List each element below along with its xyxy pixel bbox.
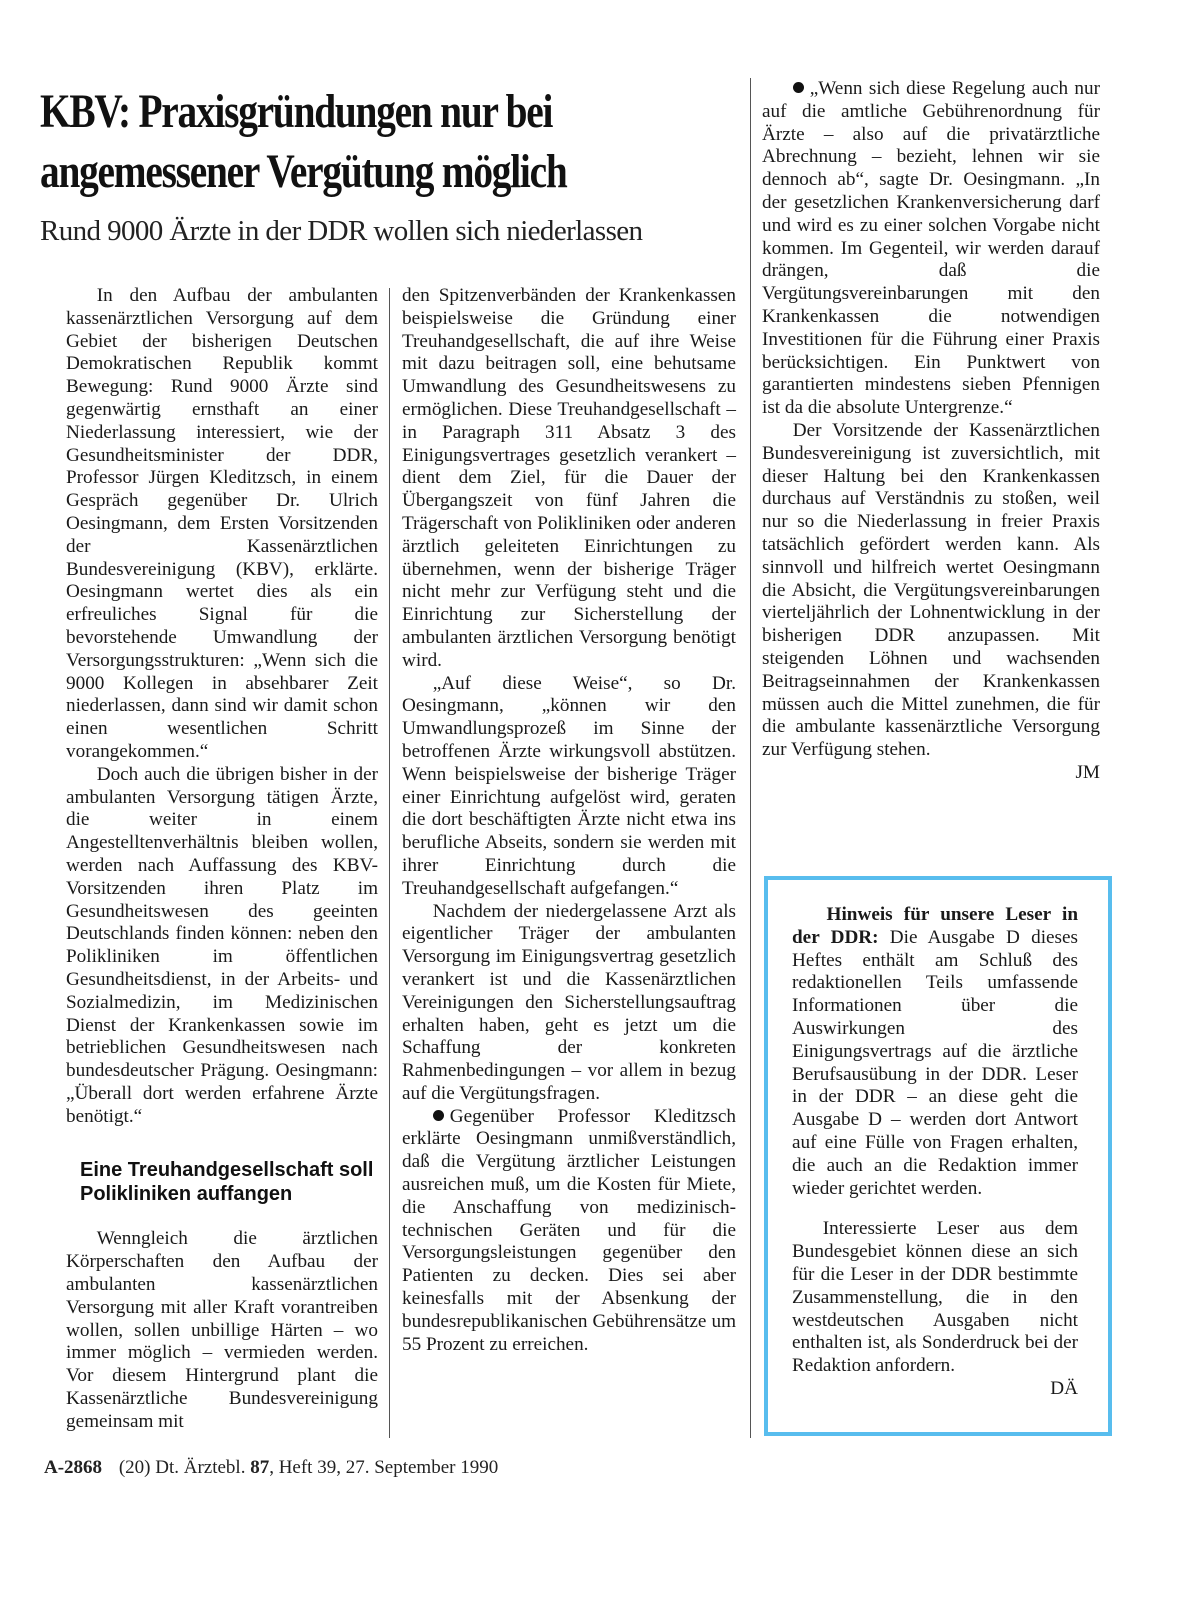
page-code: A-2868 [44,1457,103,1478]
bullet-icon [793,82,804,93]
notice-lead: Hinweis für unsere Leser in der DDR: [792,904,1078,948]
reader-notice-box [764,876,1112,1436]
notice-text: Die Ausgabe D dieses Heftes enthält am Schluß des redaktionellen Teils umfassende Informationen über die Auswirkungen des Einigungsvertrags auf die ärztliche Berufsausübung in der DDR. Leser in der DDR – an diese geht die Ausgabe D – werden dort Antwort auf eine Fülle von Fragen erhalten, die auch an die Redaktion immer wieder gerichtet werden. [792,926,1078,1199]
paragraph: Der Vorsitzende der Kassenärztlichen Bundesvereinigung ist zuversichtlich, mit dieser Haltung bei den Krankenkassen durchaus auf Verständnis zu stoßen, weil nur so die Niederlassung in freier Praxis tatsächlich gefördert werden kann. Als sinnvoll und hilfreich wertet Oesingmann die Absicht, die Vergütungsvereinbarungen vierteljährlich der Lohnentwicklung in der bisherigen DDR anzupassen. Mit steigenden Löhnen und wachsenden Beitragseinnahmen der Krankenkassen müssen auch die Mittel zunehmen, die für die ambulante kassenärztliche Versorgung zur Verfügung stehen. [762,419,1100,761]
bullet-paragraph [402,1106,736,1357]
bullet-icon [433,1110,444,1121]
journal-name: Dt. Ärztebl. [155,1457,246,1478]
article-headline: KBV: Praxisgründungen nur bei angemessener Vergütung möglich [40,85,567,198]
paragraph: In den Aufbau der ambulanten kassenärztlichen Versorgung auf dem Gebiet der bisherigen Deutschen Demokratischen Republik kommt Bewegung: Rund 9000 Ärzte sind gegenwärtig ernsthaft an einer Niederlassung interessiert, wie der Gesundheitsminister der DDR, Professor Jürgen Kleditzsch, in einem Gespräch gegenüber Dr. Ulrich Oesingmann, dem Ersten Vorsitzenden der Kassenärztlichen Bundesvereinigung (KBV), erklärte. Oesingmann wertet dies als ein erfreuliches Signal für die bevorstehende Umwandlung der Versorgungsstrukturen: „Wenn sich die 9000 Kollegen in absehbarer Zeit niederlassen, dann sind wir damit schon einen wesentlichen Schritt vorangekommen.“ [66,285,378,762]
paragraph: Nachdem der niedergelassene Arzt als eigentlicher Träger der ambulanten Versorgung im Einigungsvertrag gesetzlich verankert ist und die Kassenärztlichen Vereinigungen den Sicherstellungsauftrag erhalten haben, geht es jetzt um die Schaffung der konkreten Rahmenbedingungen – vor allem in bezug auf die Vergütungsfragen. [402,900,736,1104]
notice-author: DÄ [1050,1377,1078,1399]
paragraph: Doch auch die übrigen bisher in der ambulanten Versorgung tätigen Ärzte, die weiter in einem Angestelltenverhältnis bleiben wollen, werden nach Auffassung des KBV-Vorsitzenden ihren Platz im Gesundheitswesen des geeinten Deutschlands finden können: neben den Polikliniken im öffentlichen Gesundheitsdienst, in der Arbeits- und Sozialmedizin, im Medizinischen Dienst der Krankenkassen sowie im betrieblichen Gesundheitswesen nach bundesdeutscher Prägung. Oesingmann: „Überall dort werden erfahrene Ärzte benötigt.“ [66,763,378,1127]
journal-volume: 87 [250,1457,270,1478]
paragraph-text: Gegenüber Professor Kleditzsch erklärte Oesingmann unmißverständlich, daß die Vergütung ärztlicher Leistungen ausreichen muß, um die Kosten für Miete, die Anschaffung von medizinisch-technischen Geräten und für die Versorgungsleistungen gegenüber den Patienten zu decken. Dies sei aber keinesfalls mit der Absenkung der bundesrepublikanischen Gebührensätze um 55 Prozent zu erreichen. [402,1105,736,1355]
section-heading: Eine Treuhandgesellschaft soll Polikliniken auffangen [80,1159,374,1206]
article-column-1 [66,285,378,1434]
notice-paragraph [792,904,1078,1200]
notice-content [792,904,1078,1401]
author-initials: JM [1075,761,1100,783]
column-divider [389,288,390,1438]
issue-date: , Heft 39, 27. September 1990 [269,1457,499,1478]
article-column-2 [402,285,736,1356]
article-column-3 [762,78,1100,785]
paragraph: „Auf diese Weise“, so Dr. Oesingmann, „können wir den Umwandlungsprozeß im Sinne der betroffenen Ärzte wirkungsvoll abstützen. Wenn beispielsweise der bisherige Träger einer Einrichtung aufgelöst wird, geraten die dort beschäftigten Ärzte nicht etwa ins berufliche Abseits, sondern sie werden mit ihrer Einrichtung durch die Treuhandgesellschaft aufgefangen.“ [402,672,736,899]
column-divider [750,78,751,1438]
article-subheadline: Rund 9000 Ärzte in der DDR wollen sich niederlassen [40,215,643,247]
paragraph: Wenngleich die ärztlichen Körperschaften den Aufbau der ambulanten kassenärztlichen Versorgung mit aller Kraft vorantreiben wollen, sollen unbillige Härten – wo immer möglich – vermieden werden. Vor diesem Hintergrund plant die Kassenärztliche Bundesvereinigung gemeinsam mit [66,1228,378,1432]
paragraph: den Spitzenverbänden der Krankenkassen beispielsweise die Gründung einer Treuhandgesellschaft, die auf ihre Weise mit dazu beitragen soll, eine behutsame Umwandlung des Gesundheitswesens zu ermöglichen. Diese Treuhandgesellschaft – in Paragraph 311 Absatz 3 des Einigungsvertrages gesetzlich verankert – dient dem Ziel, für die Dauer der Übergangszeit von fünf Jahren die Trägerschaft von Polikliniken oder anderen ärztlich geleiteten Einrichtungen zu übernehmen, wenn der bisherige Träger nicht mehr zur Verfügung steht und die Einrichtung zur Sicherstellung der ambulanten ärztlichen Versorgung benötigt wird. [402,285,736,671]
page-number: (20) [118,1457,151,1478]
notice-paragraph: Interessierte Leser aus dem Bundesgebiet können diese an sich für die Leser in der DDR bestimmte Zusammenstellung, die in den westdeutschen Ausgaben nicht enthalten ist, als Sonderdruck bei der Redaktion anfordern. [792,1218,1078,1377]
page-footer [44,1456,744,1480]
bullet-paragraph [762,78,1100,420]
paragraph-text: „Wenn sich diese Regelung auch nur auf die amtliche Gebührenordnung für Ärzte – also auf die privatärztliche Abrechnung – bezieht, lehnen wir sie dennoch ab“, sagte Dr. Oesingmann. „In der gesetzlichen Krankenversicherung darf und wird es zu einer solchen Vorgabe nicht kommen. Im Gegenteil, wir werden darauf drängen, daß die Vergütungsvereinbarungen mit den Krankenkassen die notwendigen Investitionen für die Führung einer Praxis berücksichtigen. Ein Punktwert von garantierten mindestens sieben Pfennigen ist da die absolute Untergrenze.“ [762,78,1100,419]
